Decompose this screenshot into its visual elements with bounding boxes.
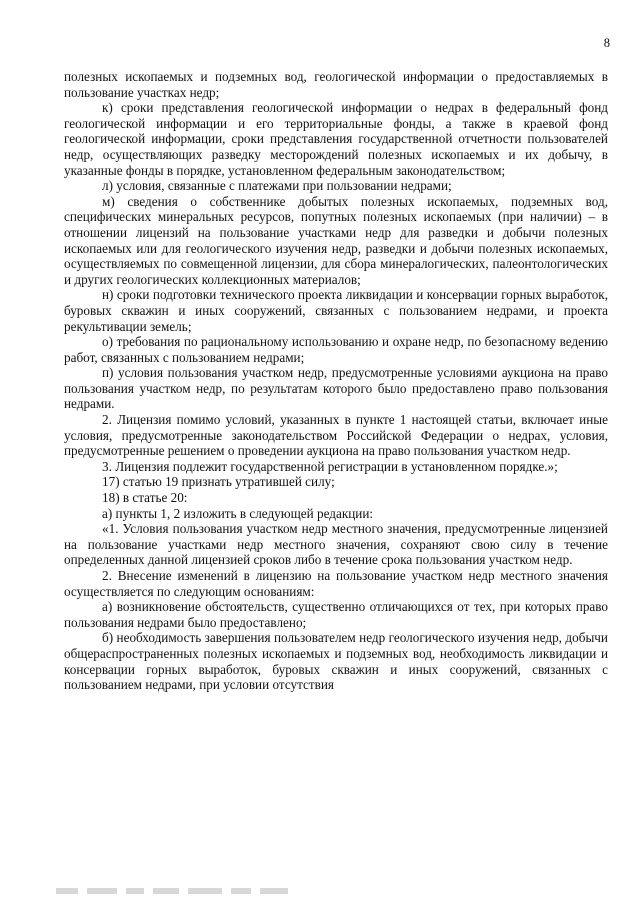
paragraph-item-l: л) условия, связанные с платежами при пользовании недрами; bbox=[102, 178, 452, 194]
paragraph-subitem-a: а) пункты 1, 2 изложить в следующей редакции: bbox=[102, 505, 374, 521]
paragraph-item-k: к) сроки представления геологической информации о недрах в федеральный фонд геологической информации и его территориальные фонды, а также в краевой фонд геологической информации, сроки представления государственной отчетности пользователей недр, осуществляющих разведку месторождений полезных ископаемых и их добычу, в указанные фонды в порядке, установленном федеральным законодательством; bbox=[64, 100, 608, 178]
paragraph-clause-3: 3. Лицензия подлежит государственной регистрации в установленном порядке.»; bbox=[102, 458, 558, 474]
page-number: 8 bbox=[603, 36, 610, 50]
paragraph-new-clause-2: 2. Внесение изменений в лицензию на пользование участком недр местного значения осуществляется по следующим основаниям: bbox=[64, 568, 608, 599]
paragraph-item-p: п) условия пользования участком недр, предусмотренные условиями аукциона на право пользования участком недр, по результатам которого было предоставлено право пользования недрами. bbox=[64, 365, 608, 412]
paragraph-ground-a: а) возникновение обстоятельств, существенно отличающихся от тех, при которых право пользования недрами было предоставлено; bbox=[64, 599, 608, 630]
paragraph-amendment-18: 18) в статье 20: bbox=[102, 490, 188, 506]
paragraph-ground-b: б) необходимость завершения пользователем недр геологического изучения недр, добычи общераспространенных полезных ископаемых и подземных вод, необходимость ликвидации и консервации горных выработок, буровых скважин и иных сооружений, связанных с пользованием недрами, при условии отсутствия bbox=[64, 630, 608, 693]
document-body bbox=[64, 69, 608, 693]
paragraph-item-o: о) требования по рациональному использованию и охране недр, по безопасному ведению работ, связанных с пользованием недрами; bbox=[64, 334, 608, 365]
paragraph-new-clause-1: «1. Условия пользования участком недр местного значения, предусмотренные лицензией на пользование участками недр местного значения, сохраняют свою силу в течение определенных данной лицензией сроков либо в течение срока пользования участком недр. bbox=[64, 521, 608, 568]
paragraph-amendment-17: 17) статью 19 признать утратившей силу; bbox=[102, 474, 335, 490]
scan-edge-artifact bbox=[56, 888, 416, 895]
paragraph-item-n: н) сроки подготовки технического проекта ликвидации и консервации горных выработок, буровых скважин и иных сооружений, связанных с пользованием недрами, и проекта рекультивации земель; bbox=[64, 287, 608, 334]
paragraph-clause-2: 2. Лицензия помимо условий, указанных в пункте 1 настоящей статьи, включает иные условия, предусмотренные законодательством Российской Федерации о недрах, условия, предусмотренные решением о проведении аукциона на право пользования участком недр. bbox=[64, 412, 608, 459]
paragraph-continuation: полезных ископаемых и подземных вод, геологической информации о предоставляемых в пользование участках недр; bbox=[64, 69, 608, 100]
paragraph-item-m: м) сведения о собственнике добытых полезных ископаемых, подземных вод, специфических минеральных ресурсов, попутных полезных ископаемых (при наличии) – в отношении лицензий на пользование участками недр для разведки и добычи полезных ископаемых или для геологического изучения недр, разведки и добычи полезных ископаемых, осуществляемых по совмещенной лицензии, для сбора минералогических, палеонтологических и других геологических коллекционных материалов; bbox=[64, 193, 608, 287]
